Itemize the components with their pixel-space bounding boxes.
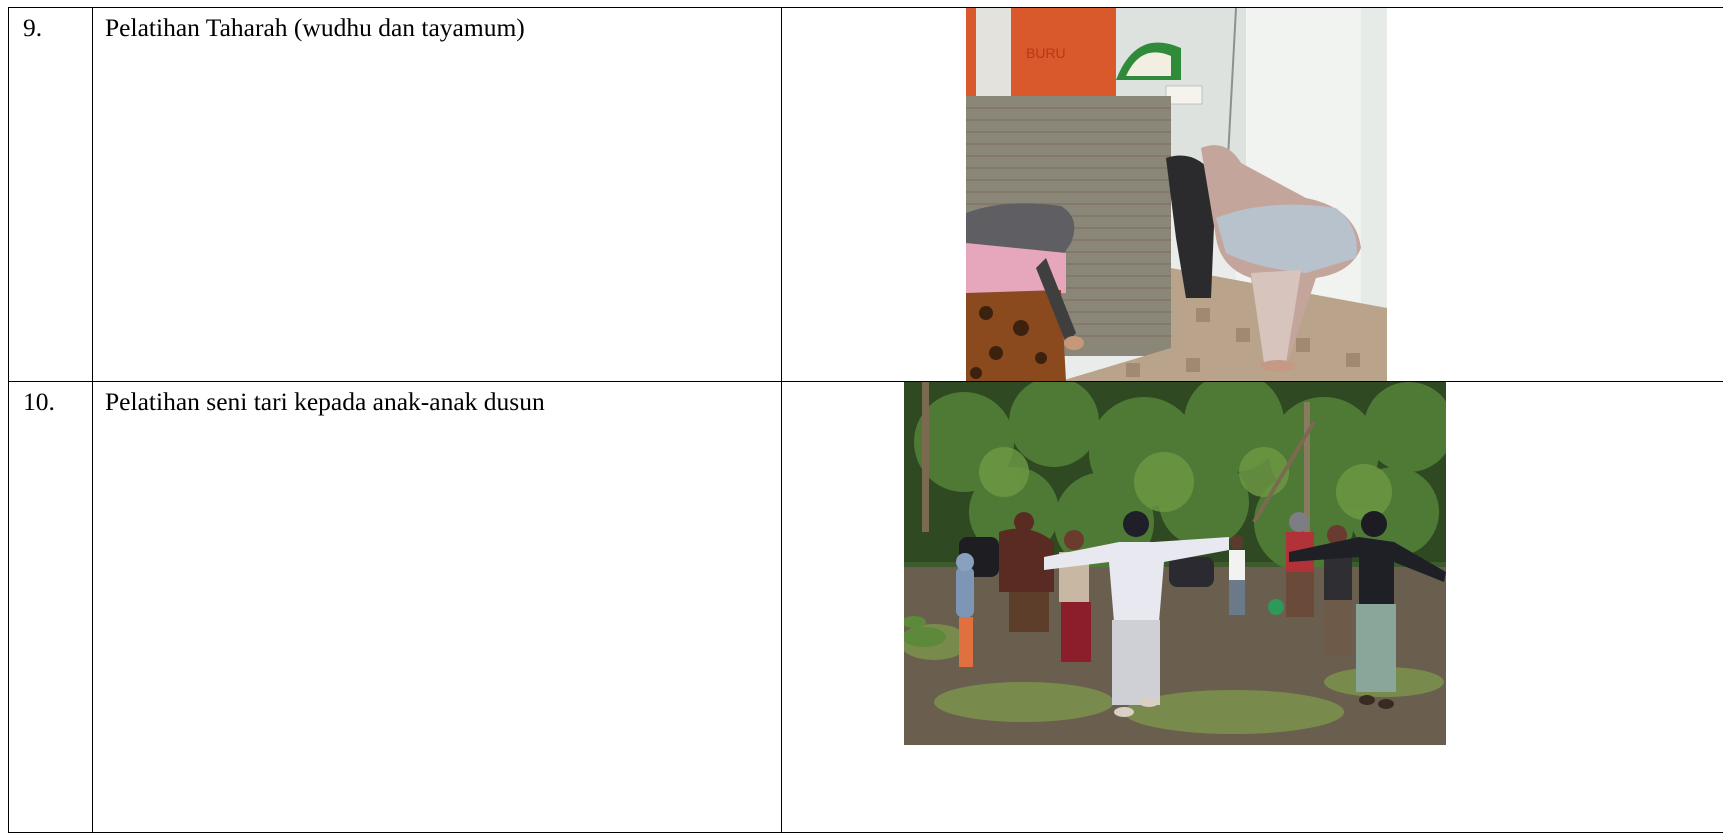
activity-photo-cell xyxy=(782,8,1723,382)
wudhu-training-photo xyxy=(966,8,1387,381)
dance-photo-illustration xyxy=(904,382,1446,745)
wudhu-photo-illustration xyxy=(966,8,1387,381)
dance-training-photo xyxy=(904,382,1446,745)
table-row xyxy=(9,382,1723,833)
svg-text:BURU: BURU xyxy=(1026,45,1066,61)
activity-description-cell xyxy=(93,8,782,382)
row-number: 10. xyxy=(9,382,92,417)
row-number: 9. xyxy=(9,8,92,43)
row-number-cell xyxy=(9,8,93,382)
activity-table xyxy=(8,7,1723,833)
activity-description: Pelatihan Taharah (wudhu dan tayamum) xyxy=(93,8,781,43)
table-row xyxy=(9,8,1723,382)
activity-description: Pelatihan seni tari kepada anak-anak dusun xyxy=(93,382,781,417)
activity-photo-cell xyxy=(782,382,1723,833)
row-number-cell xyxy=(9,382,93,833)
activity-description-cell xyxy=(93,382,782,833)
